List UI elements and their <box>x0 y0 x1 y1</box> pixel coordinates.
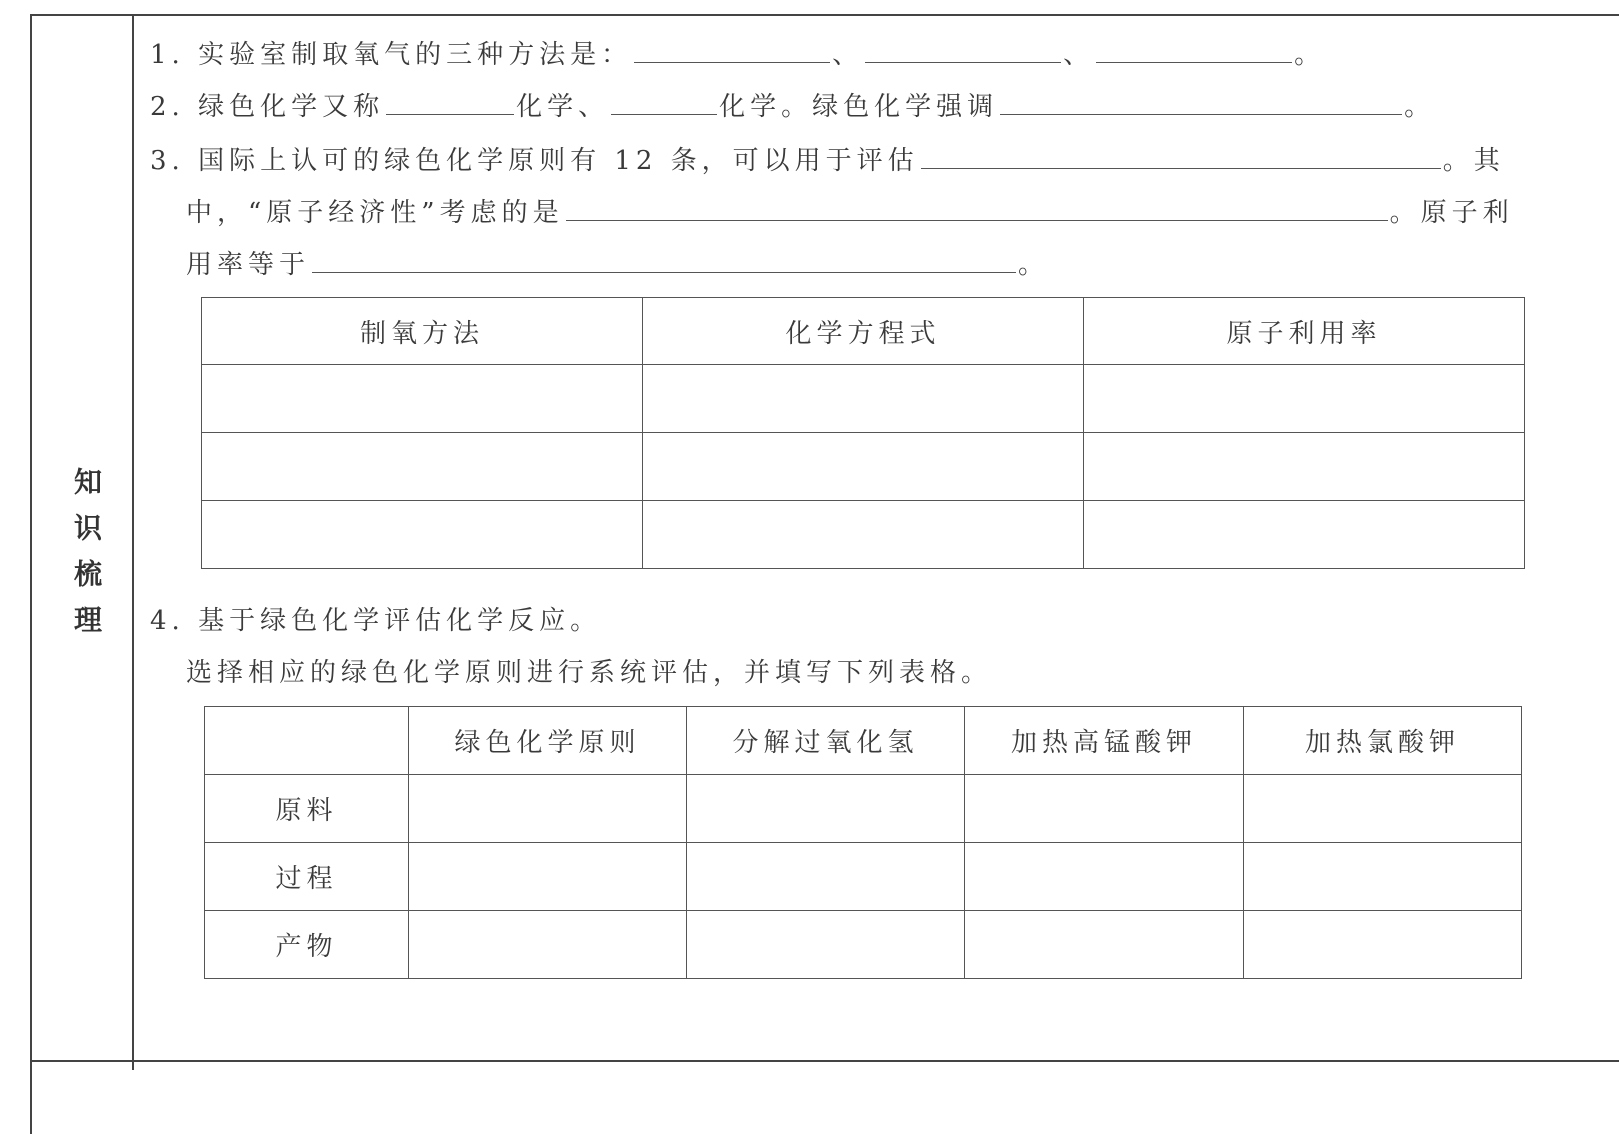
table-cell[interactable] <box>1084 365 1525 433</box>
separator: 、 <box>832 40 864 70</box>
row-label-process: 过程 <box>205 843 409 911</box>
table-header-cell <box>205 707 409 775</box>
table-cell[interactable] <box>202 501 643 569</box>
table-cell[interactable] <box>1084 501 1525 569</box>
answer-blank[interactable] <box>1000 88 1402 115</box>
section-label-column <box>30 14 134 1070</box>
table-cell[interactable] <box>202 433 643 501</box>
table-cell[interactable] <box>409 911 687 979</box>
table-cell[interactable] <box>965 775 1244 843</box>
answer-blank[interactable] <box>312 246 1016 273</box>
table-cell[interactable] <box>1084 433 1525 501</box>
table-cell[interactable] <box>965 843 1244 911</box>
table-header-cell: 分解过氧化氢 <box>687 707 965 775</box>
question-2-text: 2. 绿色化学又称 <box>150 92 385 122</box>
table-cell[interactable] <box>643 433 1084 501</box>
green-chemistry-evaluation-table <box>204 706 1522 979</box>
separator: 、 <box>1063 40 1095 70</box>
table-header-cell: 原子利用率 <box>1084 298 1525 365</box>
question-2-text: 化学。绿色化学强调 <box>719 92 999 122</box>
question-3-text: 。原子利 <box>1389 198 1514 228</box>
table-header-row <box>205 707 1522 775</box>
period: 。 <box>1404 92 1436 122</box>
table-cell[interactable] <box>687 775 965 843</box>
answer-blank[interactable] <box>634 36 830 63</box>
table-cell[interactable] <box>1244 843 1522 911</box>
bottom-border <box>30 1060 1619 1062</box>
table-header-row <box>202 298 1525 365</box>
table-row <box>205 843 1522 911</box>
section-label: 知识梳理 <box>70 467 103 651</box>
question-3-text: 用率等于 <box>186 250 311 280</box>
question-3-text: 3. 国际上认可的绿色化学原则有 12 条，可以用于评估 <box>150 146 919 176</box>
question-2-text: 化学、 <box>516 92 610 122</box>
table-row <box>205 775 1522 843</box>
table-header-cell: 加热高锰酸钾 <box>965 707 1244 775</box>
answer-blank[interactable] <box>611 88 717 115</box>
question-3-text: 中，“原子经济性”考虑的是 <box>186 198 564 228</box>
table-cell[interactable] <box>687 911 965 979</box>
table-cell[interactable] <box>409 843 687 911</box>
answer-blank[interactable] <box>386 88 514 115</box>
table-row <box>202 501 1525 569</box>
table-row <box>205 911 1522 979</box>
row-label-products: 产物 <box>205 911 409 979</box>
answer-blank[interactable] <box>865 36 1061 63</box>
answer-blank[interactable] <box>921 142 1441 169</box>
question-1 <box>150 36 1325 72</box>
table-cell[interactable] <box>965 911 1244 979</box>
table-cell[interactable] <box>643 501 1084 569</box>
question-1-text: 1. 实验室制取氧气的三种方法是： <box>150 40 633 70</box>
question-3-line-3 <box>186 246 1049 282</box>
table-cell[interactable] <box>1244 775 1522 843</box>
table-header-cell: 绿色化学原则 <box>409 707 687 775</box>
question-4-instruction: 选择相应的绿色化学原则进行系统评估，并填写下列表格。 <box>186 658 993 688</box>
question-3-line-2 <box>186 194 1514 230</box>
table-header-cell: 制氧方法 <box>202 298 643 365</box>
table-cell[interactable] <box>202 365 643 433</box>
period: 。 <box>1294 40 1326 70</box>
table-cell[interactable] <box>1244 911 1522 979</box>
answer-blank[interactable] <box>1096 36 1292 63</box>
table-cell[interactable] <box>687 843 965 911</box>
table-cell[interactable] <box>643 365 1084 433</box>
table-header-cell: 化学方程式 <box>643 298 1084 365</box>
question-3-text: 。其 <box>1442 146 1505 176</box>
period: 。 <box>1018 250 1050 280</box>
row-label-raw-materials: 原料 <box>205 775 409 843</box>
oxygen-methods-table <box>201 297 1525 569</box>
table-cell[interactable] <box>409 775 687 843</box>
table-header-cell: 加热氯酸钾 <box>1244 707 1522 775</box>
answer-blank[interactable] <box>566 194 1388 221</box>
question-2 <box>150 88 1435 124</box>
table-row <box>202 433 1525 501</box>
question-4-title: 4. 基于绿色化学评估化学反应。 <box>150 606 602 636</box>
question-3-line-1 <box>150 142 1505 178</box>
table-row <box>202 365 1525 433</box>
